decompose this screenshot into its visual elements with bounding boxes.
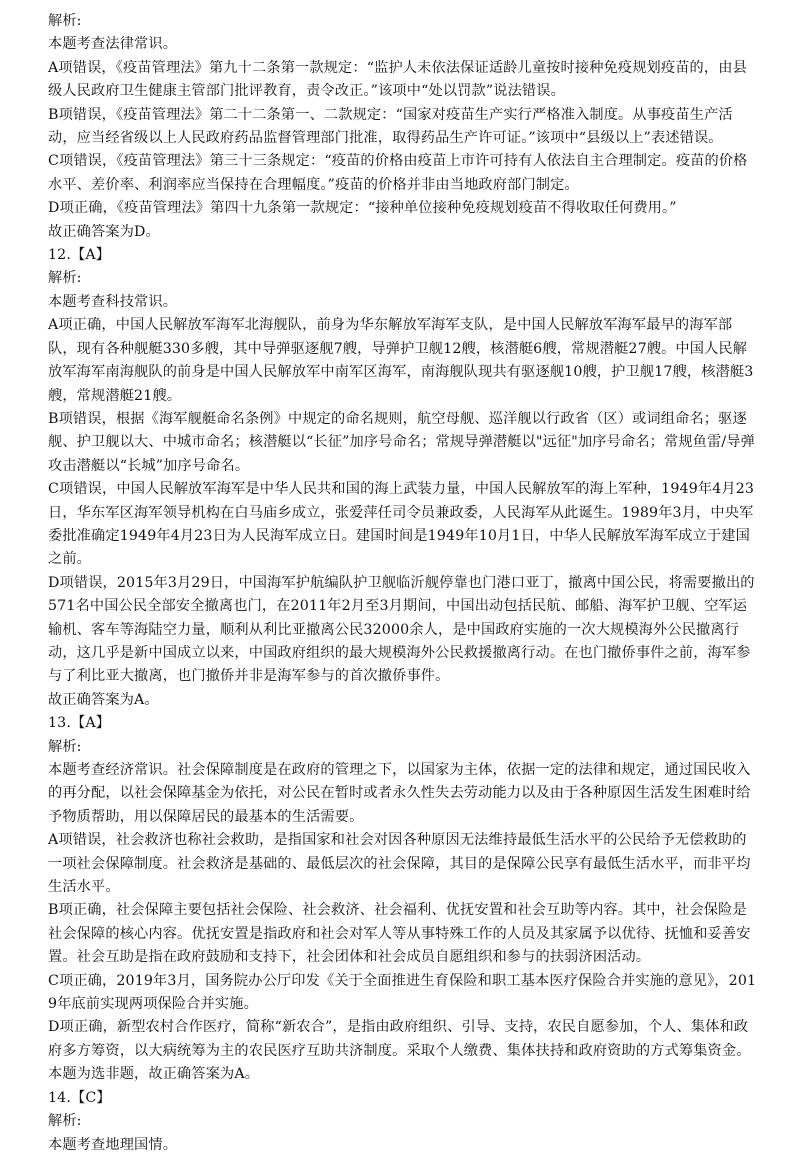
analysis-label: 解析: bbox=[48, 1113, 82, 1130]
topic-line: 本题考查法律常识。 bbox=[48, 36, 178, 53]
option-b-explanation: B项错误，《疫苗管理法》第二十二条第一、二款规定：“国家对疫苗生产实行严格准入制度。从事疫苗生产活动，应当经省级以上人民政府药品监督管理部门批准，取得药品生产许可证。”该项中“县级以上”表述错误。 bbox=[48, 106, 733, 147]
topic-line: 本题考查科技常识。 bbox=[48, 293, 178, 310]
answer-section-12 bbox=[48, 244, 760, 712]
document-page bbox=[48, 10, 760, 1157]
correct-answer-line: 故正确答案为A。 bbox=[48, 691, 159, 708]
option-a-explanation: A项错误，社会救济也称社会救助，是指国家和社会对因各种原因无法维持最低生活水平的公民给予无偿救助的一项社会保障制度。社会救济是基础的、最低层次的社会保障，其目的是保障公民享有最低生活水平，而非平均生活水平。 bbox=[48, 832, 751, 896]
option-b-explanation: B项错误，根据《海军舰艇命名条例》中规定的命名规则，航空母舰、巡洋舰以行政省（区）或词组命名；驱逐舰、护卫舰以大、中城市命名；核潜艇以“长征”加序号命名；常规导弹潜艇以"远征"加序号命名；常规鱼雷/导弹攻击潜艇以“长城”加序号命名。 bbox=[48, 410, 755, 474]
answer-section-14 bbox=[48, 1087, 760, 1157]
option-c-explanation: C项错误，中国人民解放军海军是中华人民共和国的海上武装力量，中国人民解放军的海上军种，1949年4月23日，华东军区海军领导机构在白马庙乡成立，张爱萍任司令员兼政委，人民海军从此诞生。1989年3月，中央军委批准确定1949年4月23日为人民海军成立日。建国时间是1949年10月1日，中华人民解放军海军成立于建国之前。 bbox=[48, 481, 755, 568]
question-number: 13.【A】 bbox=[48, 715, 111, 732]
analysis-label: 解析: bbox=[48, 13, 82, 29]
option-c-explanation: C项错误，《疫苗管理法》第三十三条规定：“疫苗的价格由疫苗上市许可持有人依法自主合理制定。疫苗的价格水平、差价率、利润率应当保持在合理幅度。”疫苗的价格并非由当地政府部门制定。 bbox=[48, 153, 748, 193]
option-d-explanation: D项正确，《疫苗管理法》第四十九条第一款规定：“接种单位接种免疫规划疫苗不得收取任何费用。” bbox=[48, 200, 677, 217]
option-a-explanation: A项正确，中国人民解放军海军北海舰队，前身为华东解放军海军支队，是中国人民解放军海军最早的海军部队，现有各种舰艇330多艘，其中导弹驱逐舰7艘，导弹护卫舰12艘，核潜艇6艘，常规潜艇27艘。中国人民解放军海军南海舰队的前身是中国人民解放军中南军区海军，南海舰队现共有驱逐舰10艘，护卫舰17艘，核潜艇3艘，常规潜艇21艘。 bbox=[48, 317, 754, 404]
correct-answer-line: 本题为选非题，故正确答案为A。 bbox=[48, 1066, 260, 1083]
topic-paragraph: 本题考查经济常识。社会保障制度是在政府的管理之下，以国家为主体，依据一定的法律和规定，通过国民收入的再分配，以社会保障基金为依托，对公民在暂时或者永久性失去劳动能力以及由于各种原因生活发生困难时给予物质帮助，用以保障居民的最基本的生活需要。 bbox=[48, 762, 751, 825]
option-a-explanation: A项错误，《疫苗管理法》第九十二条第一款规定：“监护人未依法保证适龄儿童按时接种免疫规划疫苗的，由县级人民政府卫生健康主管部门批评教育，责令改正。”该项中“处以罚款”说法错误。 bbox=[48, 59, 747, 100]
question-number: 12.【A】 bbox=[48, 247, 111, 264]
answer-section-13 bbox=[48, 712, 760, 1087]
option-b-explanation: B项正确，社会保障主要包括社会保险、社会救济、社会福利、优抚安置和社会互助等内容。其中，社会保险是社会保障的核心内容。优抚安置是指政府和社会对军人等从事特殊工作的人员及其家属予以优待、抚恤和妥善安置。社会互助是指在政府鼓励和支持下，社会团体和社会成员自愿组织和参与的扶弱济困活动。 bbox=[48, 902, 751, 966]
question-number: 14.【C】 bbox=[48, 1089, 111, 1106]
analysis-label: 解析: bbox=[48, 738, 82, 755]
correct-answer-line: 故正确答案为D。 bbox=[48, 223, 160, 240]
option-c-explanation: C项正确，2019年3月，国务院办公厅印发《关于全面推进生育保险和职工基本医疗保险合并实施的意见》，2019年底前实现两项保险合并实施。 bbox=[48, 972, 757, 1013]
option-d-explanation: D项错误，2015年3月29日，中国海军护航编队护卫舰临沂舰停靠也门港口亚丁，撤离中国公民，将需要撤出的571名中国公民全部安全撤离也门，在2011年2月至3月期间，中国出动包括民航、邮船、海军护卫舰、空军运输机、客车等海陆空力量，顺利从利比亚撤离公民32000余人，是中国政府实施的一次大规模海外公民撤离行动，这几乎是新中国成立以来，中国政府组织的最大规模海外公民救援撤离行动。在也门撤侨事件之前，海军参与了利比亚大撤离，也门撤侨并非是海军参与的首次撤侨事件。 bbox=[48, 574, 755, 685]
topic-line: 本题考查地理国情。 bbox=[48, 1136, 178, 1153]
analysis-label: 解析: bbox=[48, 270, 82, 287]
option-d-explanation: D项正确，新型农村合作医疗，简称“新农合”，是指由政府组织、引导、支持，农民自愿参加，个人、集体和政府多方筹资，以大病统筹为主的农民医疗互助共济制度。采取个人缴费、集体扶持和政府资助的方式筹集资金。 bbox=[48, 1019, 751, 1059]
answer-section-11 bbox=[48, 10, 760, 244]
